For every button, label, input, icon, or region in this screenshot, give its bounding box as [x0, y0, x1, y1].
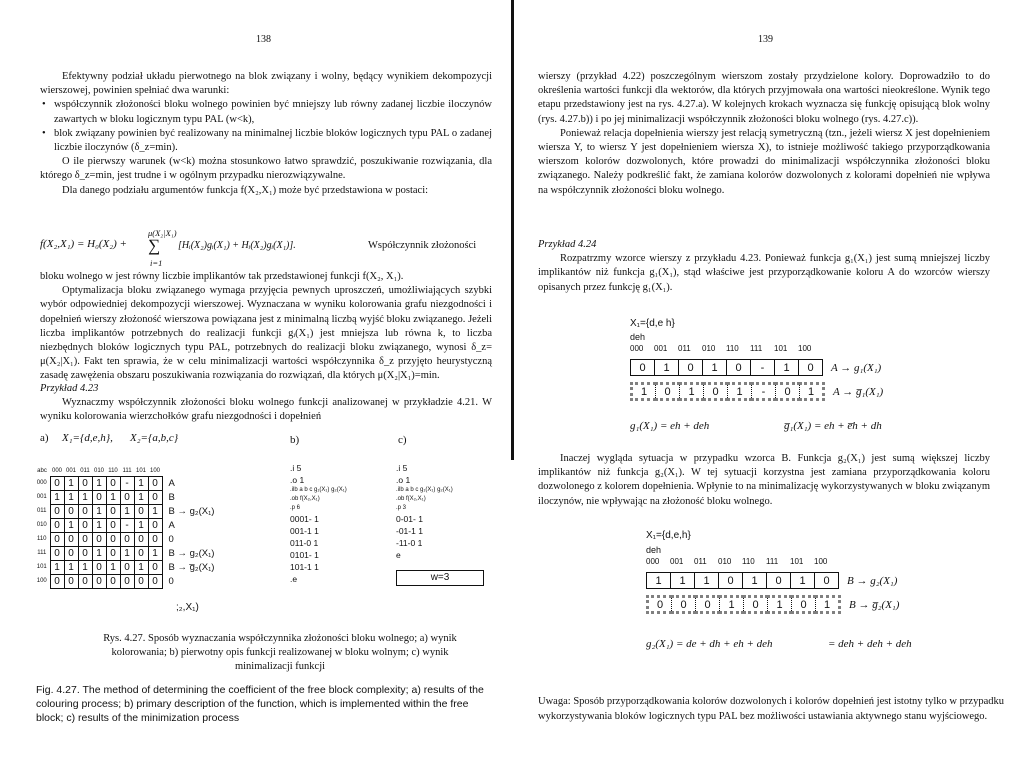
kmap-cell: 1	[92, 546, 106, 560]
kmap-cell: 0	[50, 476, 64, 490]
listing-row: 0-01- 1	[396, 514, 423, 524]
kmap-row	[34, 546, 214, 560]
kmap-cell: 1	[148, 504, 162, 518]
page-number: 138	[256, 34, 271, 45]
kmap-cell: 0	[78, 532, 92, 546]
page-number: 139	[758, 34, 773, 45]
kmap-row	[34, 504, 214, 518]
pattern-row	[648, 597, 840, 613]
x1-set: X₁={d,e,h},	[62, 432, 113, 444]
bullet-item: • współczynnik złożoności bloku wolnego powinien być mniejszy lub równy zadanej liczbie iloczynów zawartych w bloku logicznym typu PAL (w<k),	[40, 98, 492, 126]
listing-row: -01-1 1	[396, 526, 423, 536]
text-block-3	[538, 452, 990, 509]
kmap-row-tag: A	[168, 519, 175, 531]
kmap-cell: 0	[78, 574, 92, 588]
pattern-row-allowed	[646, 572, 899, 589]
listing-row: -11-0 1	[396, 538, 423, 548]
pattern-figure-2	[646, 557, 899, 614]
pattern-cell: 0	[656, 384, 680, 400]
pattern-row-allowed	[630, 359, 883, 376]
pattern-col-header: 100	[798, 344, 812, 353]
pattern-col-headers	[630, 344, 883, 353]
kmap-cell: 1	[78, 560, 92, 574]
pattern-cell: 0	[776, 384, 800, 400]
kmap-cell: 0	[120, 560, 134, 574]
kmap-row-tag: A	[168, 477, 175, 489]
bullet-item: • blok związany powinien być realizowany na minimalnej liczbie bloków logicznych typu PAL o zadanej liczbie iloczynów (δ_z=min).	[40, 127, 492, 155]
listing-c-rows	[396, 513, 476, 549]
listing-line: .i 5	[396, 463, 408, 473]
result-box	[396, 570, 484, 586]
pattern-cell: 1	[680, 384, 704, 400]
pattern-col-header: 100	[814, 557, 828, 566]
pattern-row	[632, 384, 824, 400]
listing-line: .o 1	[396, 475, 411, 485]
complexity-result: w=3	[430, 572, 450, 583]
kmap-row-header: 011	[36, 508, 47, 514]
kmap-row-tag: B → g̅₂(X₁)	[168, 561, 215, 573]
kmap-cell: 0	[106, 518, 120, 532]
kmap-col-header: 111	[122, 467, 132, 474]
kmap-cell: 0	[50, 546, 64, 560]
text-block-1	[40, 70, 492, 198]
kmap-cell: 0	[148, 560, 162, 574]
pattern-tag: B → g₂(X₁)	[847, 574, 898, 587]
listing-line: .ilb a b c g₁(X₁) g₂(X₁)	[396, 487, 453, 493]
kmap-cell: 0	[134, 546, 148, 560]
pattern-cell: 0	[767, 573, 791, 589]
kmap-cell: 1	[92, 504, 106, 518]
kmap-col-header: 101	[135, 467, 146, 474]
kmap-cell: 1	[64, 518, 78, 532]
kmap-cell: 1	[120, 504, 134, 518]
pattern-cell: 0	[679, 360, 703, 376]
kmap-col-header: 100	[149, 467, 160, 474]
kmap-cell: 1	[64, 560, 78, 574]
pattern-cell: 0	[727, 360, 751, 376]
pattern-cell: 0	[648, 597, 672, 613]
kmap-cell: 1	[106, 490, 120, 504]
pattern-figure-1	[630, 344, 883, 401]
pattern-col-header: 001	[670, 557, 684, 566]
pattern-col-header: 010	[702, 344, 716, 353]
equation-summand: [Hᵢ(X₂)gᵢ(X₁) + Hᵢ(X₂)gᵢ(X₁)].	[178, 240, 296, 251]
pattern-cell: 1	[816, 597, 840, 613]
fig2-equation-2: = deh + deh + deh	[828, 638, 912, 650]
pattern-table	[646, 595, 841, 614]
pattern-cell: 1	[671, 573, 695, 589]
kmap-cell: 1	[134, 490, 148, 504]
paragraph: Inaczej wygląda sytuacja w przypadku wzorca B. Funkcja g₂(X₁) jest sumą większej liczby implikantów niż funkcja g₂(X₁). W tej sytuacji korzystna jest zamiana przyporządkowania koloru dozwolonego z kolorem dopełnienia. Wpłynie to na minimalizację wykorzystywanych w bloku związanym iloczynów, nie wpływając na złożoność bloku wolnego.	[538, 453, 990, 507]
kmap-cell: 1	[148, 546, 162, 560]
pattern-col-header: 111	[750, 344, 763, 353]
kmap-cell: 0	[50, 574, 64, 588]
kmap-col-header: 010	[93, 467, 104, 474]
pattern-col-header: 011	[694, 557, 707, 566]
kmap-cell: 1	[78, 490, 92, 504]
kmap-cell: -	[120, 518, 134, 532]
pattern-row	[631, 360, 823, 376]
kmap-cell: -	[120, 476, 134, 490]
kmap-cell: 1	[50, 560, 64, 574]
bullet-list	[40, 98, 492, 155]
kmap-row	[34, 476, 214, 490]
kmap-row-tag: B → g₂(X₁)	[168, 547, 215, 559]
pattern-cell: 0	[815, 573, 839, 589]
pattern-cell: 1	[768, 597, 792, 613]
pattern-cell: 0	[704, 384, 728, 400]
x2-set: X₂={a,b,c}	[130, 432, 179, 444]
paragraph: bloku wolnego w jest równy liczbie implikantów tak przedstawionej funkcji f(X₂, X₁).	[40, 271, 404, 282]
kmap-cell: 0	[106, 574, 120, 588]
kmap-cell: 0	[148, 476, 162, 490]
kmap-row	[34, 518, 214, 532]
kmap-cell: 0	[92, 560, 106, 574]
subfig-b-label: b)	[290, 434, 300, 446]
kmap-cell: 0	[134, 532, 148, 546]
sum-upper-limit: μ(X₂|X₁)	[148, 228, 177, 238]
listing-line: .p 3	[396, 505, 407, 511]
kmap-cell: 1	[64, 476, 78, 490]
pattern-cell: 1	[720, 597, 744, 613]
listing-line: .ilb a b c g₁(X₁) g₂(X₁)	[290, 487, 347, 493]
paragraph: wierszy (przykład 4.22) poszczególnym wierszom zostały przydzielone kolory. Doprowadziło to do określenia wartości funkcji dla wektorów, dla których przyjmowała ona wartości nieokreślone. Wynik tego etapu przedstawiony jest na rys. 4.27.a). W kolejnych krokach wyznacza się funkcję opisującą blok wolny (rys. 4.27.b)) i po jej minimalizacji współczynnik złożoności bloku wolnego (rys. 4.27.c)).	[538, 71, 990, 125]
fig1-equation-1: g₁(X₁) = eh + deh	[630, 420, 710, 432]
listing-line: .ob f(X₂,X₁)	[290, 496, 320, 502]
kmap-cell: 0	[148, 490, 162, 504]
pattern-row-complement	[630, 382, 883, 401]
pattern-col-header: 000	[646, 557, 660, 566]
sum-lower-limit: i=1	[150, 258, 163, 268]
pattern-col-header: 010	[718, 557, 732, 566]
pattern-cell: 1	[632, 384, 656, 400]
listing-row: 101-1 1	[290, 562, 319, 572]
kmap-cell: 0	[92, 574, 106, 588]
pattern-col-header: 011	[678, 344, 691, 353]
pattern-col-header: 101	[774, 344, 788, 353]
pattern-col-headers	[646, 557, 899, 566]
listing-b	[290, 462, 370, 585]
kmap-cell: 0	[134, 574, 148, 588]
kmap-table	[34, 466, 214, 589]
kmap-cell: 1	[50, 490, 64, 504]
pattern-cell: 1	[743, 573, 767, 589]
equation-lhs: f(X₂,X₁) = H₀(X₂) +	[40, 238, 127, 250]
example-title: Przykład 4.23	[40, 383, 99, 394]
pattern-cell: 0	[799, 360, 823, 376]
pattern-col-header: 101	[790, 557, 804, 566]
kmap-row-header: 010	[36, 522, 47, 528]
kmap-cell: 0	[106, 532, 120, 546]
kmap-corner: abc	[37, 468, 47, 474]
pattern-cell: -	[752, 384, 776, 400]
paragraph: Optymalizacja bloku związanego wymaga przyjęcia pewnych uproszczeń, umożliwiających szybki wybór odpowiedniej dekompozycji wierszowej. Wyznaczana w wyniku kolorowania grafu niezgodności i dopełnień wierszy złożoność wierszowa powiązana jest z minimalną liczbą wyjść bloku związanego. Jeżeli liczba implikantów potrzebnych do realizacji funkcji gᵢ(X₁) jest mniejsza lub równa k, to liczba niezbędnych bloków logicznych typu PAL, potrzebnych do realizacji bloku związanego, wynosi δ_z= μ(X₂|X₁). Fakt ten sprawia, że w celu minimalizacji wartości współczynnika δ_z przyjęto heurystyczną zasadę zawężenia obszaru poszukiwania rozwiązania do rozwiązań, dla których μ(X₂|X₁)=min.	[40, 285, 492, 382]
kmap-cell: 0	[120, 532, 134, 546]
kmap-cell: 0	[106, 476, 120, 490]
example-title: Przykład 4.24	[538, 239, 597, 250]
kmap-header-row	[34, 466, 214, 476]
text-block-2	[538, 238, 990, 295]
kmap-cell: 0	[50, 518, 64, 532]
listing-line: .e	[290, 574, 298, 584]
kmap-cell: 0	[64, 546, 78, 560]
pattern-cell: 0	[792, 597, 816, 613]
fig1-x1: X₁={d,e h}	[630, 318, 675, 329]
kmap-cell: 0	[106, 504, 120, 518]
kmap-cell: 1	[64, 490, 78, 504]
kmap-col-header: 011	[80, 467, 90, 474]
kmap-row	[34, 532, 214, 546]
kmap-cell: 0	[148, 574, 162, 588]
kmap-cell: 0	[78, 504, 92, 518]
kmap-row-tag: B → g₂(X₁)	[168, 505, 215, 517]
pattern-cell: 1	[728, 384, 752, 400]
paragraph: O ile pierwszy warunek (w<k) można stosunkowo łatwo sprawdzić, poszukiwanie rozwiązania, dla którego δ_z=min, jest trudne i w ogólnym przypadku nierozwiązywalne.	[40, 156, 492, 182]
pattern-cell: 1	[791, 573, 815, 589]
pattern-cell: 0	[719, 573, 743, 589]
paragraph: Rozpatrzmy wzorce wierszy z przykładu 4.23. Ponieważ funkcja g₁(X₁) jest sumą mniejszej liczby implikantów niż funkcja g₁(X₁), stąd właściwe jest przyporządkowanie koloru A do wzorców wierszy opisanych przez funkcję g₁(X₁).	[538, 253, 990, 293]
kmap-cell: 0	[106, 546, 120, 560]
pattern-col-header: 000	[630, 344, 644, 353]
pattern-cell: 1	[695, 573, 719, 589]
listing-line: .o 1	[290, 475, 305, 485]
kmap-cell: 1	[134, 560, 148, 574]
fig2-equation-1: g₂(X₁) = de + dh + eh + deh	[646, 638, 773, 650]
kmap-cell: 1	[92, 476, 106, 490]
kmap-row-header: 001	[36, 494, 47, 500]
kmap-cell: 0	[92, 490, 106, 504]
paragraph: Dla danego podziału argumentów funkcja f(X₂,X₁) może być przedstawiona w postaci:	[62, 184, 429, 196]
pattern-cell: 1	[800, 384, 824, 400]
pattern-tag: A → g₁(X₁)	[831, 361, 882, 374]
pattern-table	[646, 572, 839, 589]
pattern-cell: 1	[703, 360, 727, 376]
pattern-cell: 0	[672, 597, 696, 613]
kmap-row	[34, 560, 214, 574]
kmap-row-header: 101	[36, 564, 47, 570]
listing-c	[396, 462, 476, 561]
listing-line: e	[396, 550, 401, 560]
listing-line: .i 5	[290, 463, 302, 473]
kmap-cell: 0	[50, 504, 64, 518]
caption-polish: Rys. 4.27. Sposób wyznaczania współczynnika złożoności bloku wolnego; a) wynik kolorowania; b) pierwotny opis funkcji realizowanej w bloku wolnym; c) wynik minimalizacji funkcji	[103, 633, 457, 672]
kmap-cell: 0	[148, 532, 162, 546]
kmap-row-header: 111	[37, 550, 47, 556]
pattern-tag: A → g̅₁(X₁)	[833, 385, 884, 398]
pattern-table	[630, 359, 823, 376]
kmap-row-tag: 0	[168, 533, 174, 545]
kmap-cell: 1	[120, 546, 134, 560]
pattern-cell: 1	[655, 360, 679, 376]
pattern-cell: 1	[775, 360, 799, 376]
pattern-table	[630, 382, 825, 401]
listing-line: .ob f(X₂,X₁)	[396, 496, 426, 502]
note: Uwaga: Sposób przyporządkowania kolorów dozwolonych i kolorów dopełnień jest istotny tylko w przypadku wykorzystywania bloków logicznych typu PAL bez możliwości ustawiania aktywnego stanu wyjściowego.	[538, 696, 1004, 722]
kmap-cell: 0	[78, 476, 92, 490]
kmap-row	[34, 574, 214, 588]
pattern-col-header: 110	[726, 344, 739, 353]
kmap-row-tag: 0	[168, 575, 174, 587]
kmap-row-tag: B	[168, 491, 175, 503]
listing-b-rows	[290, 513, 370, 573]
paragraph: Ponieważ relacja dopełnienia wierszy jest relacją symetryczną (tzn., jeżeli wiersz X jest dopełnieniem wiersza Y, to wiersz Y jest dopełnieniem wiersza X), to istnieje możliwość takiego przyporządkowania wierszom kolorów dozwolonych, które prowadzi do minimalizacji współczynnika złożoności bloku związanego. Należy podkreślić fakt, że zamiana kolorów dozwolonych z kolorami dopełnień nie wpływa na współczynnik złożoności bloku wolnego.	[538, 127, 990, 196]
kmap-col-header: 110	[108, 467, 118, 474]
pattern-tag: B → g̅₂(X₁)	[849, 598, 900, 611]
pattern-col-header: 001	[654, 344, 668, 353]
caption-english: Fig. 4.27. The method of determining the coefficient of the free block complexity; a) results of the colouring process; b) primary description of the function, which is implemented within the free block; c) results of the minimization process	[36, 684, 484, 724]
paragraph: Wyznaczmy współczynnik złożoności bloku wolnego funkcji analizowanej w przykładzie 4.21. W wyniku kolorowania wierzchołków grafu niezgodności i dopełnień	[40, 397, 492, 423]
pattern-cell: 0	[744, 597, 768, 613]
pattern-col-header: 111	[766, 557, 779, 566]
fig2-deh: deh	[646, 545, 662, 555]
listing-row: 0001- 1	[290, 514, 319, 524]
text-block-2	[40, 270, 492, 384]
kmap-row-header: 100	[36, 578, 47, 584]
kmap-row-header: 000	[36, 480, 47, 486]
right-page	[512, 0, 1024, 777]
sum-symbol: ∑	[148, 236, 161, 255]
kmap-cell: 0	[64, 504, 78, 518]
kmap-cell: 0	[78, 518, 92, 532]
kmap-cell: 1	[92, 518, 106, 532]
pattern-cell: -	[751, 360, 775, 376]
paragraph: Efektywny podział układu pierwotnego na blok związany i wolny, będący wynikiem dekompozycji wierszowej, powinien spełniać dwa warunki:	[40, 71, 492, 97]
kmap-cell: 1	[134, 518, 148, 532]
pattern-cell: 1	[647, 573, 671, 589]
equation-trail: Współczynnik złożoności	[368, 240, 477, 251]
kmap-cell: 0	[64, 574, 78, 588]
listing-row: 011-0 1	[290, 538, 319, 548]
kmap-cell: 0	[64, 532, 78, 546]
kmap-cell: 0	[92, 532, 106, 546]
pattern-row	[647, 573, 839, 589]
kmap-row-header: 110	[36, 536, 47, 542]
pattern-cell: 0	[631, 360, 655, 376]
fig1-equation-2: g̅₁(X₁) = eh + e̅h + dh	[784, 420, 882, 432]
kmap-cell: 1	[106, 560, 120, 574]
listing-row: 001-1 1	[290, 526, 319, 536]
kmap-cell: 0	[50, 532, 64, 546]
subfig-c-label: c)	[398, 434, 407, 446]
note-block	[538, 694, 1004, 724]
kmap-figure-a	[34, 466, 214, 589]
fig2-x1: X₁={d,e,h}	[646, 530, 691, 541]
pattern-cell: 0	[696, 597, 720, 613]
text-block-1	[538, 70, 990, 198]
subfig-a-label: a)	[40, 432, 49, 444]
kmap-cell: 0	[148, 518, 162, 532]
listing-row: 0101- 1	[290, 550, 319, 560]
kmap-cell: 0	[78, 546, 92, 560]
pattern-col-header: 110	[742, 557, 755, 566]
cut-label: ;₂,X₁)	[176, 602, 199, 613]
kmap-col-header: 001	[65, 467, 76, 474]
kmap-row	[34, 490, 214, 504]
kmap-cell: 0	[134, 504, 148, 518]
kmap-cell: 1	[134, 476, 148, 490]
kmap-col-header: 000	[51, 467, 62, 474]
pattern-row-complement	[646, 595, 899, 614]
text-block-3	[40, 382, 492, 425]
kmap-cell: 0	[120, 490, 134, 504]
listing-line: .p 6	[290, 505, 301, 511]
kmap-cell: 0	[120, 574, 134, 588]
fig1-deh: deh	[630, 332, 646, 342]
